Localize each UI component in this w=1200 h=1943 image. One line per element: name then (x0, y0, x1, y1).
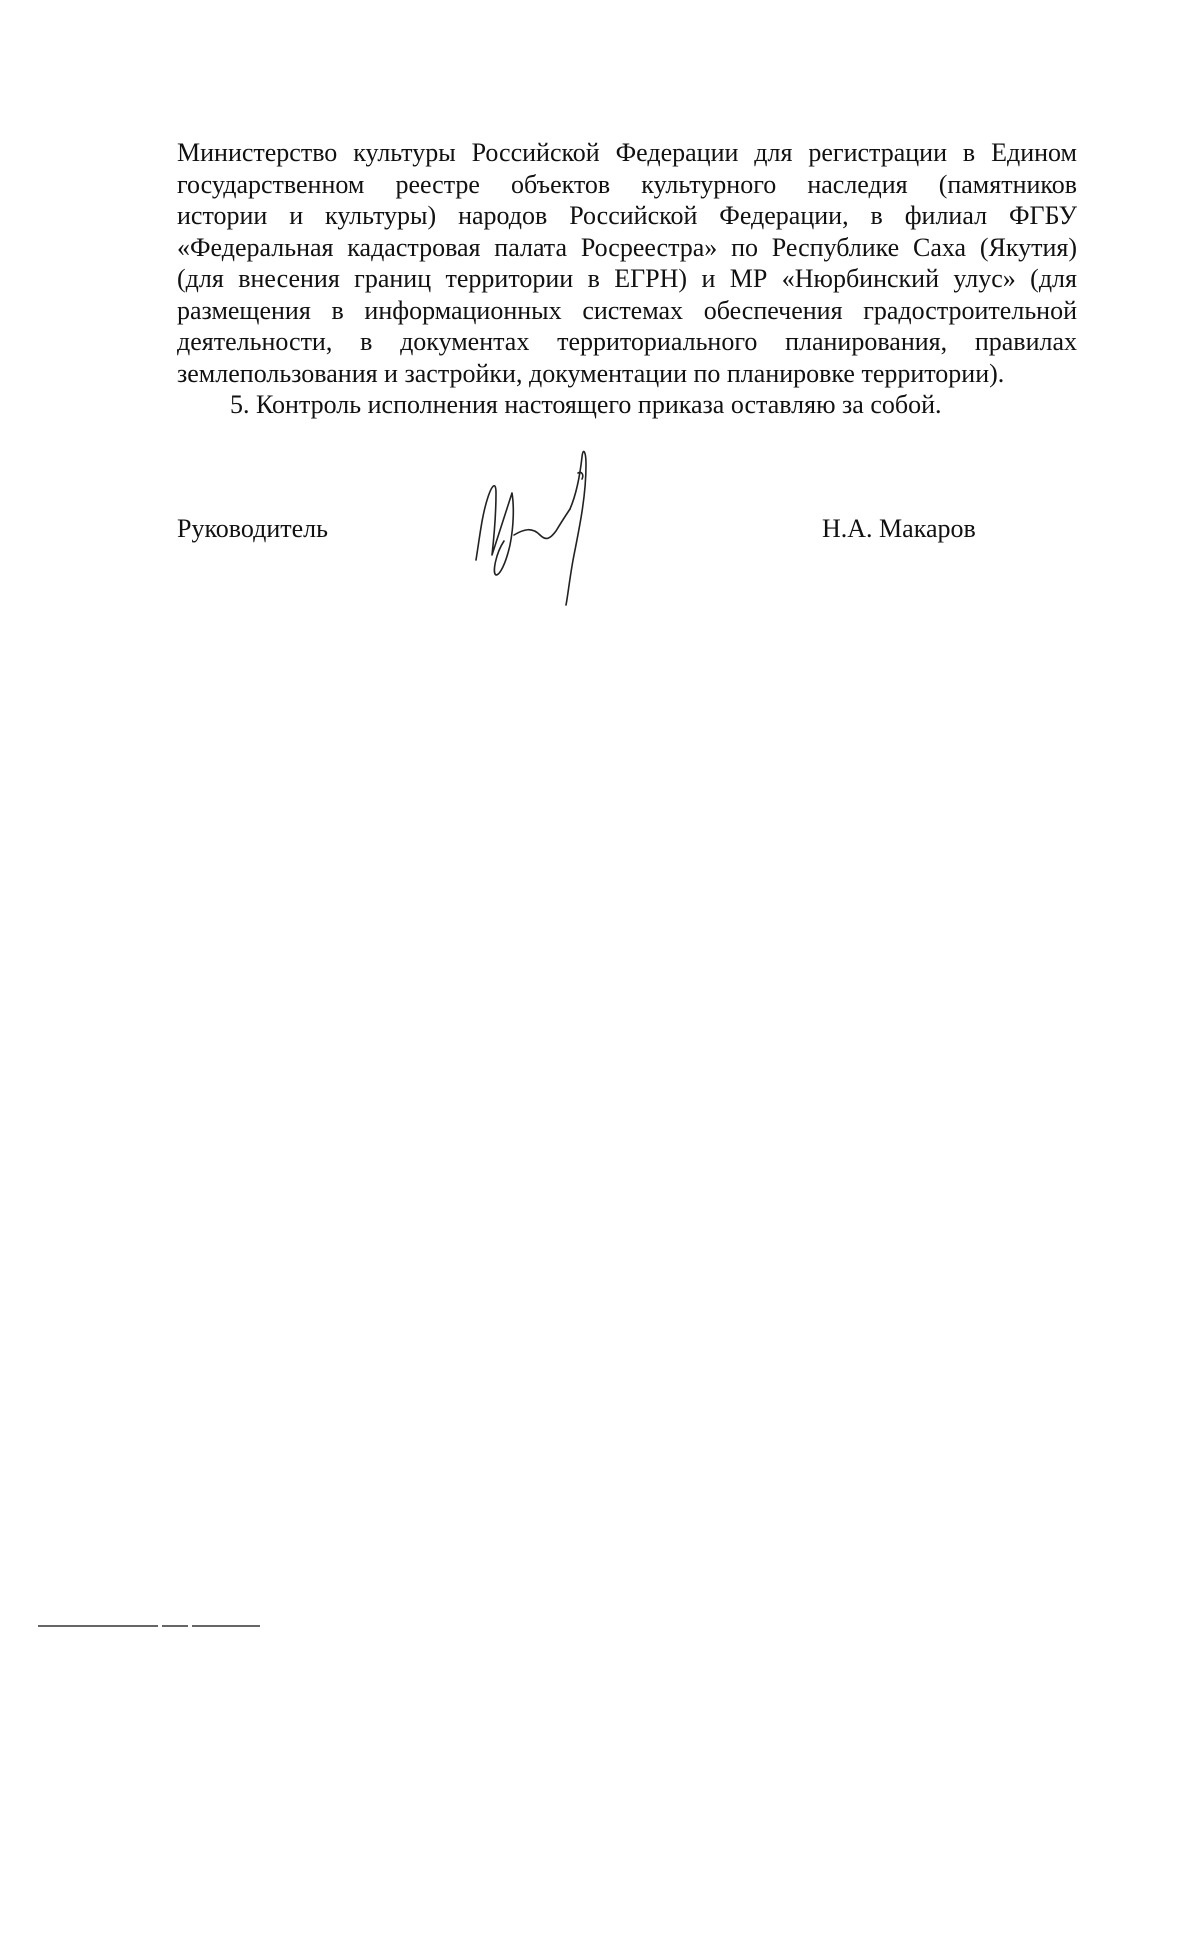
body-line-6: размещения в информационных системах обеспечения градостроительной (177, 295, 1077, 325)
signer-role: Руководитель (177, 514, 328, 543)
paragraph-5: 5. Контроль исполнения настоящего приказа оставляю за собой. (230, 390, 942, 419)
body-line-8: землепользования и застройки, документации по планировке территории). (177, 358, 1005, 388)
body-line-5: (для внесения границ территории в ЕГРН) и МР «Нюрбинский улус» (для (177, 264, 1077, 293)
document-body (177, 137, 1077, 421)
body-line-4: «Федеральная кадастровая палата Росреестра» по Республике Саха (Якутия) (177, 232, 1077, 262)
body-line-7: деятельности, в документах территориального планирования, правилах (177, 327, 1077, 356)
handwritten-signature (470, 445, 640, 610)
body-line-3: истории и культуры) народов Российской Федерации, в филиал ФГБУ (177, 201, 1077, 230)
body-line-1: Министерство культуры Российской Федерации для регистрации в Едином (177, 138, 1077, 167)
footnote-separator-line (38, 1625, 260, 1627)
signer-name: Н.А. Макаров (822, 514, 976, 543)
body-line-2: государственном реестре объектов культурного наследия (памятников (177, 169, 1077, 199)
